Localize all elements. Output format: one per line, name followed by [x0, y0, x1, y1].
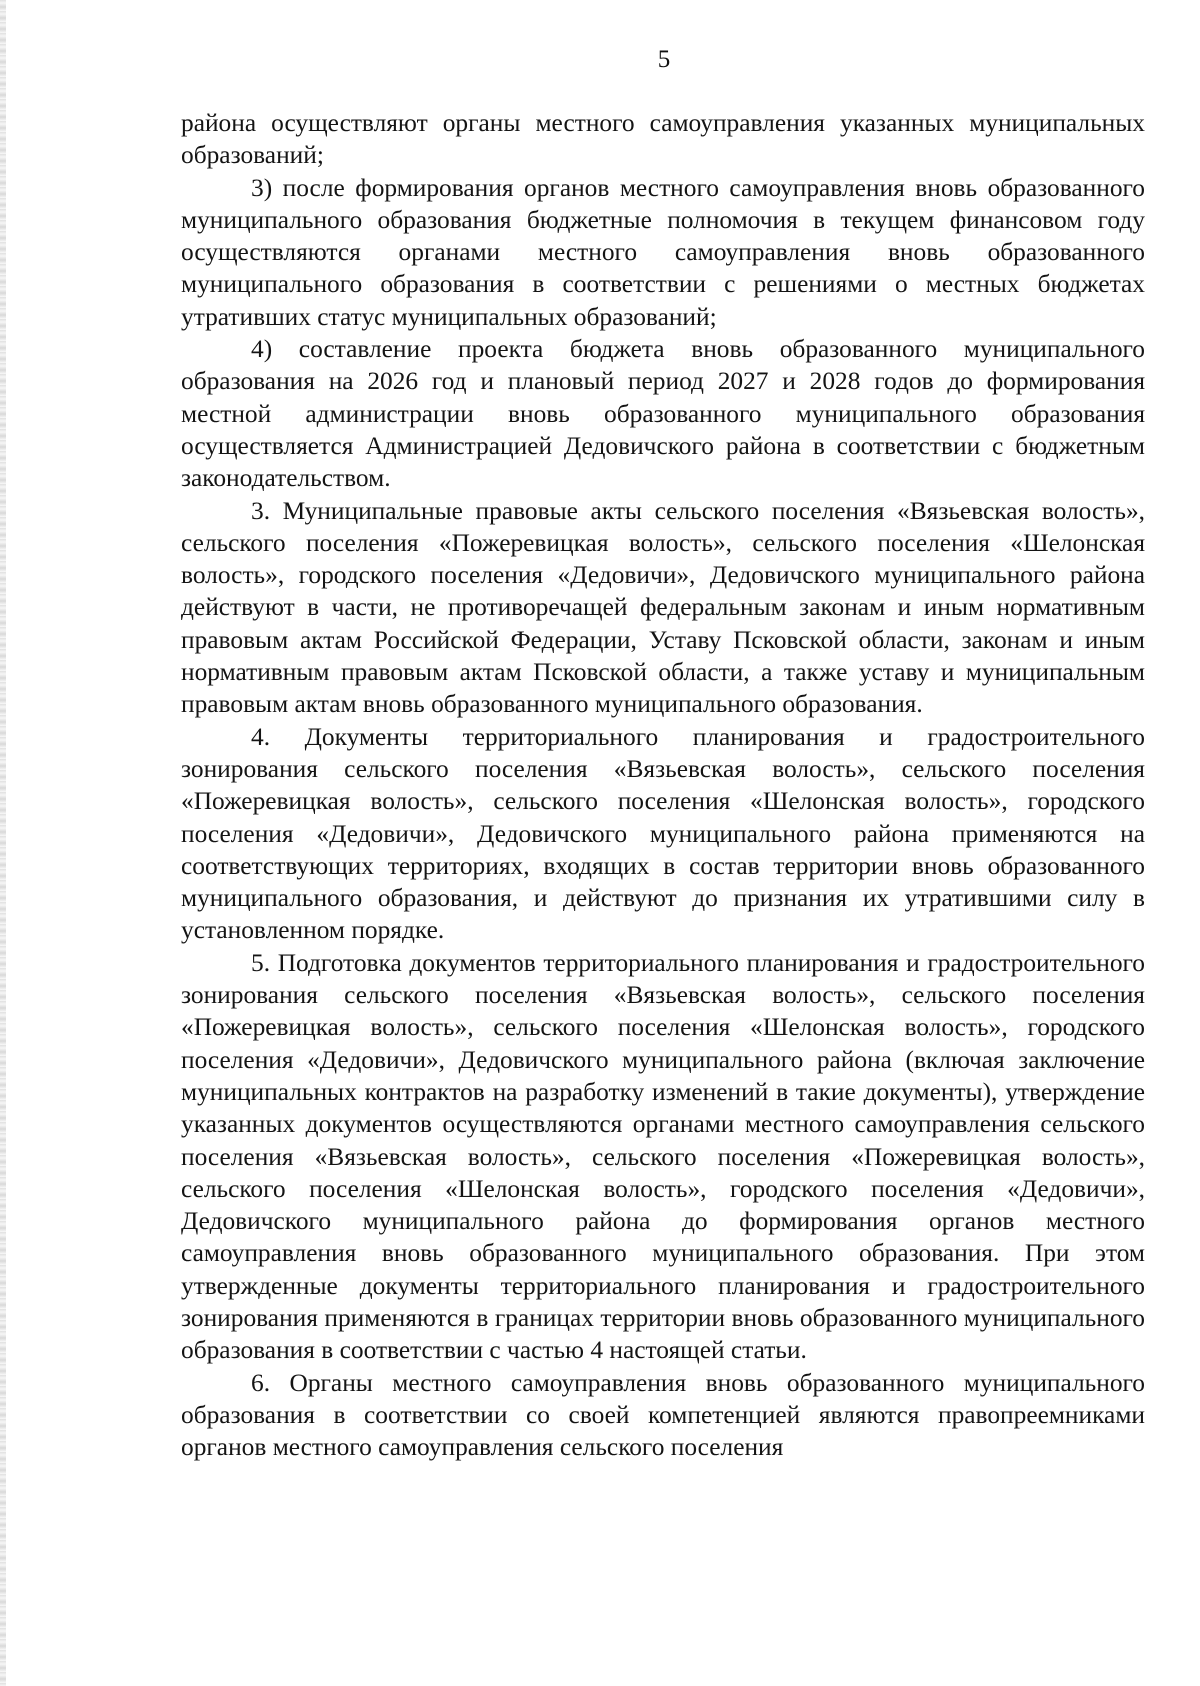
- paragraph-continuation: района осуществляют органы местного самоуправления указанных муниципальных образований;: [181, 109, 1145, 170]
- paragraph-item-3-budget-powers: 3) после формирования органов местного самоуправления вновь образованного муниципального образования бюджетные полномочия в текущем финансовом году осуществляются органами местного самоуправления вновь образованного муниципального образования в соответствии с решениями о местных бюджетах утративших статус муниципальных образований;: [181, 173, 1145, 331]
- paragraph-section-6-successors: 6. Органы местного самоуправления вновь образованного муниципального образования в соответствии со своей компетенцией являются правопреемниками органов местного самоуправления сельского поселения: [181, 1368, 1145, 1462]
- document-body: [181, 107, 1145, 1463]
- paragraph-section-3-legal-acts: 3. Муниципальные правовые акты сельского поселения «Вязьевская волость», сельского поселения «Пожеревицкая волость», сельского поселения «Шелонская волость», городского поселения «Дедовичи», Дедовичского муниципального района действуют в части, не противоречащей федеральным законам и иным нормативным правовым актам Российской Федерации, Уставу Псковской области, законам и иным нормативным правовым актам Псковской области, а также уставу и муниципальным правовым актам вновь образованного муниципального образования.: [181, 496, 1145, 719]
- paragraph-section-5-document-preparation: 5. Подготовка документов территориального планирования и градостроительного зонирования сельского поселения «Вязьевская волость», сельского поселения «Пожеревицкая волость», сельского поселения «Шелонская волость», городского поселения «Дедовичи», Дедовичского муниципального района (включая заключение муниципальных контрактов на разработку изменений в такие документы), утверждение указанных документов осуществляются органами местного самоуправления сельского поселения «Вязьевская волость», сельского поселения «Пожеревицкая волость», сельского поселения «Шелонская волость», городского поселения «Дедовичи», Дедовичского муниципального района до формирования органов местного самоуправления вновь образованного муниципального образования. При этом утвержденные документы территориального планирования и градостроительного зонирования применяются в границах территории вновь образованного муниципального образования в соответствии с частью 4 настоящей статьи.: [181, 948, 1145, 1365]
- page-number: 5: [657, 46, 671, 73]
- scan-edge: [0, 0, 6, 1686]
- paragraph-item-4-budget-draft: 4) составление проекта бюджета вновь образованного муниципального образования на 2026 год и плановый период 2027 и 2028 годов до формирования местной администрации вновь образованного муниципального образования осуществляется Администрацией Дедовичского района в соответствии с бюджетным законодательством.: [181, 335, 1145, 493]
- paragraph-section-4-planning-documents: 4. Документы территориального планирования и градостроительного зонирования сельского поселения «Вязьевская волость», сельского поселения «Пожеревицкая волость», сельского поселения «Шелонская волость», городского поселения «Дедовичи», Дедовичского муниципального района применяются на соответствующих территориях, входящих в состав территории вновь образованного муниципального образования, и действуют до признания их утратившими силу в установленном порядке.: [181, 722, 1145, 945]
